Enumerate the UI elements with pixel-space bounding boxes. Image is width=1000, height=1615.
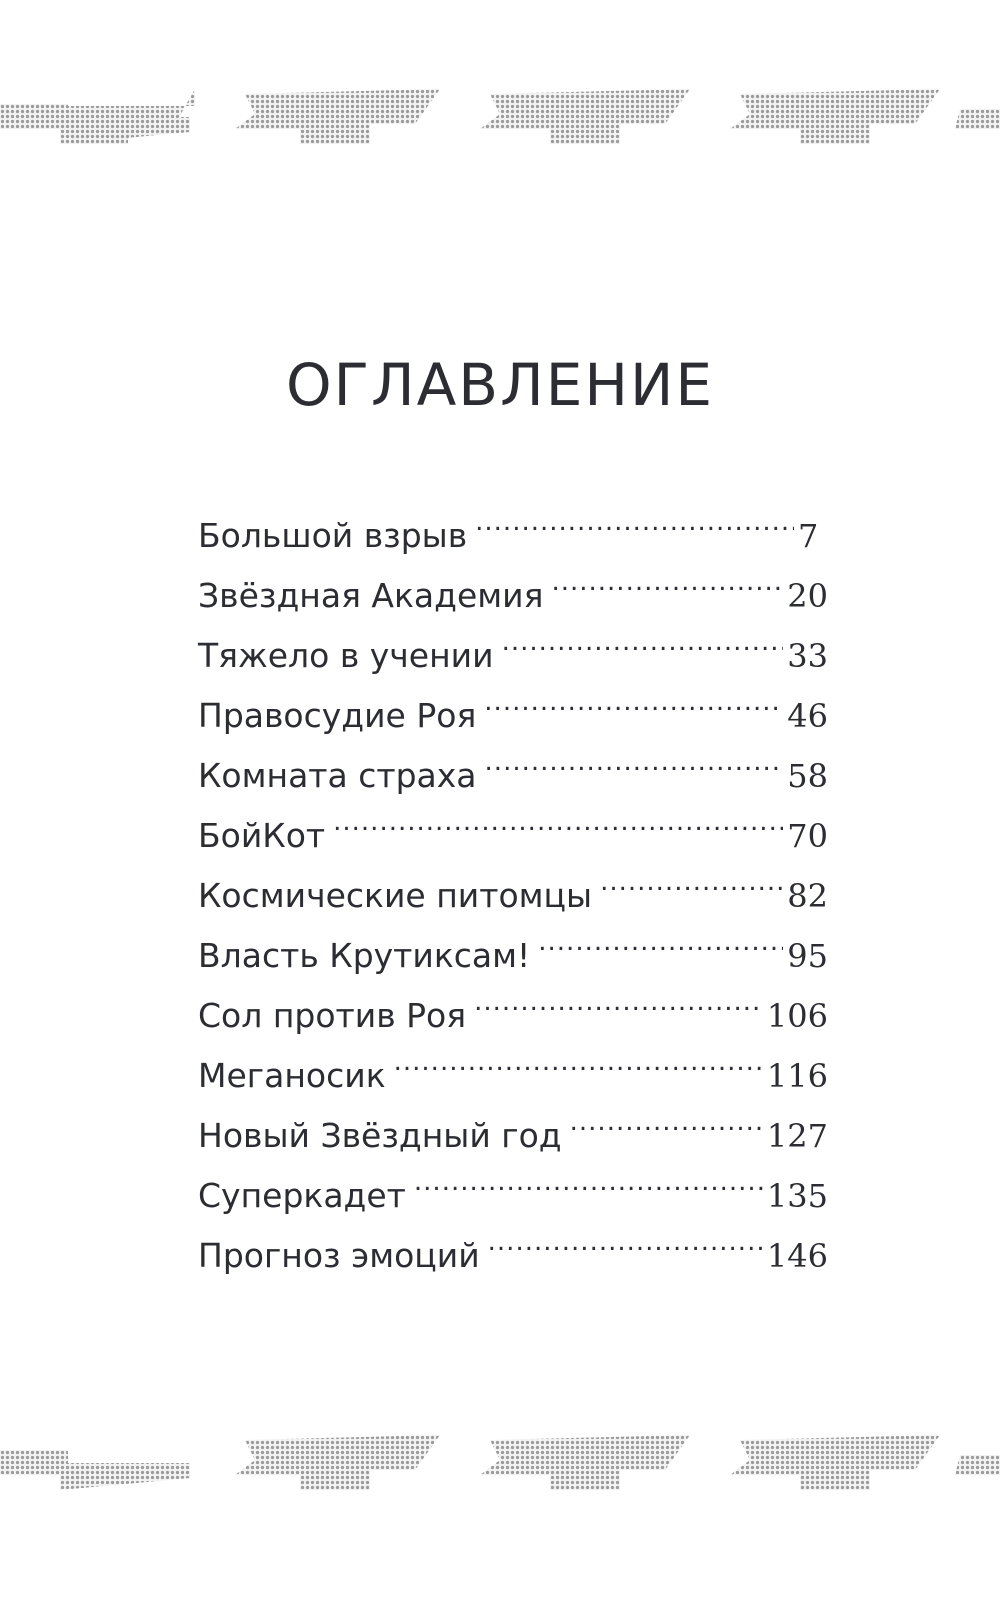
toc-page-number: 95 xyxy=(787,937,828,975)
toc-page-number: 46 xyxy=(787,697,828,735)
toc-entry-title: Новый Звёздный год xyxy=(198,1116,562,1155)
toc-page-number: 20 xyxy=(787,577,828,615)
toc-entry-title: Космические питомцы xyxy=(198,876,593,915)
toc-entry-title: Сол против Роя xyxy=(198,996,467,1035)
toc-leader-dots xyxy=(485,727,784,787)
toc-entry-title: Большой взрыв xyxy=(198,516,468,555)
toc-leader-dots xyxy=(333,787,783,847)
top-zigzag-border xyxy=(0,84,1000,154)
toc-leader-dots xyxy=(538,907,783,967)
toc-entry-title: Правосудие Роя xyxy=(198,696,477,735)
toc-leader-dots xyxy=(502,607,784,667)
toc-page-number: 7 xyxy=(798,517,819,555)
toc-page-number: 146 xyxy=(766,1237,828,1275)
bottom-zigzag-border xyxy=(0,1430,1000,1500)
toc-leader-dots xyxy=(488,1207,763,1267)
toc-leader-dots xyxy=(394,1027,763,1087)
toc-entry-title: БойКот xyxy=(198,816,326,855)
toc-entry-title: Прогноз эмоций xyxy=(198,1236,480,1275)
toc-entry-title: Власть Крутиксам! xyxy=(198,936,531,975)
toc-leader-dots xyxy=(414,1147,763,1207)
toc-leader-dots xyxy=(484,667,783,727)
toc-entry-title: Меганосик xyxy=(198,1056,386,1095)
toc-entry-title: Звёздная Академия xyxy=(198,576,544,615)
toc-page-number: 33 xyxy=(787,637,828,675)
toc-page-number: 70 xyxy=(787,817,828,855)
toc-entry-title: Тяжело в учении xyxy=(198,636,494,675)
toc-page-number: 116 xyxy=(766,1057,828,1095)
toc-leader-dots xyxy=(475,487,794,547)
toc-page-number: 135 xyxy=(766,1177,828,1215)
toc-page-number: 58 xyxy=(787,757,828,795)
page-title: ОГЛАВЛЕНИЕ xyxy=(285,351,714,419)
toc-page-number: 82 xyxy=(787,877,828,915)
toc-entry-title: Суперкадет xyxy=(198,1176,406,1215)
toc-entry-title: Комната страха xyxy=(198,756,477,795)
toc-leader-dots xyxy=(600,847,783,907)
toc-leader-dots xyxy=(474,967,763,1027)
toc-leader-dots xyxy=(570,1087,763,1147)
toc-page-number: 127 xyxy=(766,1117,828,1155)
toc-entry[interactable] xyxy=(198,487,828,555)
toc-leader-dots xyxy=(551,547,783,607)
toc-page-number: 106 xyxy=(766,997,828,1035)
table-of-contents xyxy=(198,487,828,1275)
